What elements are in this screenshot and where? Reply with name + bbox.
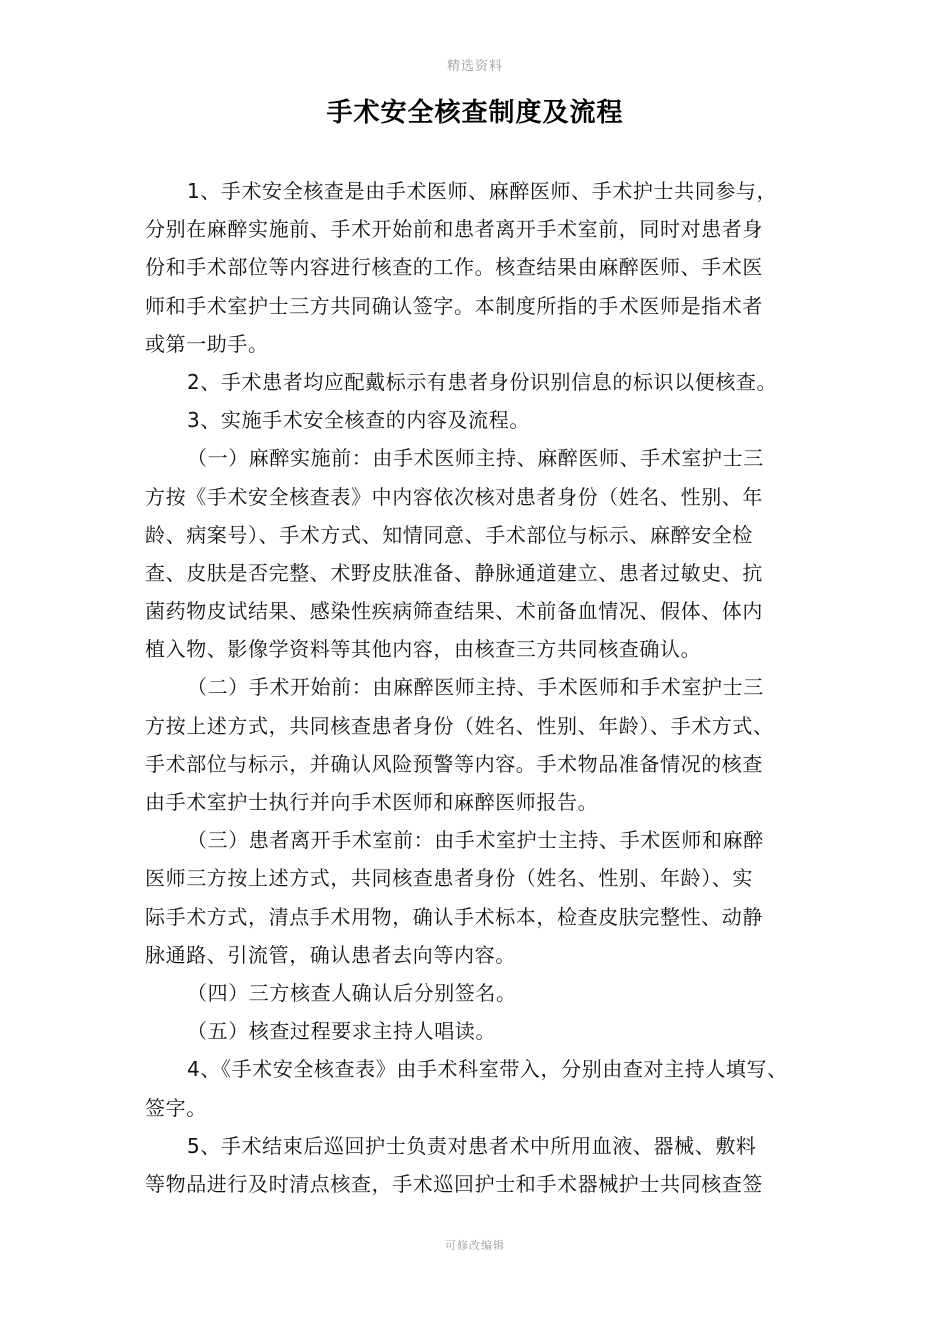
step-3-line-4: 脉通路、引流管，确认患者去向等内容。	[145, 942, 516, 967]
paragraph-1-line-4: 师和手术室护士三方共同确认签字。本制度所指的手术医师是指术者	[145, 293, 763, 318]
document-title: 手术安全核查制度及流程	[326, 98, 624, 128]
paragraph-3: 3、实施手术安全核查的内容及流程。	[187, 408, 530, 433]
step-3-line-1: （三）患者离开手术室前：由手术室护士主持、手术医师和麻醉	[187, 828, 764, 853]
step-1-line-2: 方按《手术安全核查表》中内容依次核对患者身份（姓名、性别、年	[145, 484, 763, 509]
step-3-line-3: 际手术方式，清点手术用物，确认手术标本，检查皮肤完整性、动静	[145, 904, 763, 929]
step-2-line-2: 方按上述方式，共同核查患者身份（姓名、性别、年龄）、手术方式、	[145, 713, 774, 738]
step-3-line-2: 医师三方按上述方式，共同核查患者身份（姓名、性别、年龄）、实	[145, 866, 753, 891]
step-2-line-4: 由手术室护士执行并向手术医师和麻醉医师报告。	[145, 790, 599, 814]
paragraph-5-line-2: 等物品进行及时清点核查，手术巡回护士和手术器械护士共同核查签	[145, 1171, 763, 1196]
paragraph-4-line-2: 签字。	[145, 1095, 207, 1120]
step-2-line-1: （二）手术开始前：由麻醉医师主持、手术医师和手术室护士三	[187, 675, 764, 700]
step-1-line-6: 植入物、影像学资料等其他内容，由核查三方共同核查确认。	[145, 637, 702, 662]
step-1-line-3: 龄、病案号）、手术方式、知情同意、手术部位与标示、麻醉安全检	[145, 522, 753, 547]
paragraph-1-line-3: 份和手术部位等内容进行核查的工作。核查结果由麻醉医师、手术医	[145, 255, 763, 280]
page-footer: 可修改编辑	[445, 1239, 505, 1252]
page-header: 精选资料	[446, 59, 503, 74]
step-5: （五）核查过程要求主持人唱读。	[187, 1019, 496, 1044]
step-1-line-1: （一）麻醉实施前：由手术医师主持、麻醉医师、手术室护士三	[187, 446, 764, 471]
paragraph-1-line-5: 或第一助手。	[145, 331, 269, 356]
paragraph-1-line-2: 分别在麻醉实施前、手术开始前和患者离开手术室前，同时对患者身	[145, 217, 763, 242]
step-4: （四）三方核查人确认后分别签名。	[187, 980, 517, 1005]
step-1-line-4: 查、皮肤是否完整、术野皮肤准备、静脉通道建立、患者过敏史、抗	[145, 560, 763, 585]
paragraph-4-line-1: 4、《手术安全核查表》由手术科室带入，分别由查对主持人填写、	[187, 1057, 788, 1082]
paragraph-1-line-1: 1、手术安全核查是由手术医师、麻醉医师、手术护士共同参与，	[187, 179, 778, 203]
paragraph-5-line-1: 5、手术结束后巡回护士负责对患者术中所用血液、器械、敷料	[187, 1133, 757, 1158]
step-1-line-5: 菌药物皮试结果、感染性疾病筛查结果、术前备血情况、假体、体内	[145, 599, 763, 624]
document-body	[145, 172, 835, 1203]
paragraph-2: 2、手术患者均应配戴标示有患者身份识别信息的标识以便核查。	[187, 369, 778, 394]
step-2-line-3: 手术部位与标示，并确认风险预警等内容。手术物品准备情况的核查	[145, 751, 763, 776]
